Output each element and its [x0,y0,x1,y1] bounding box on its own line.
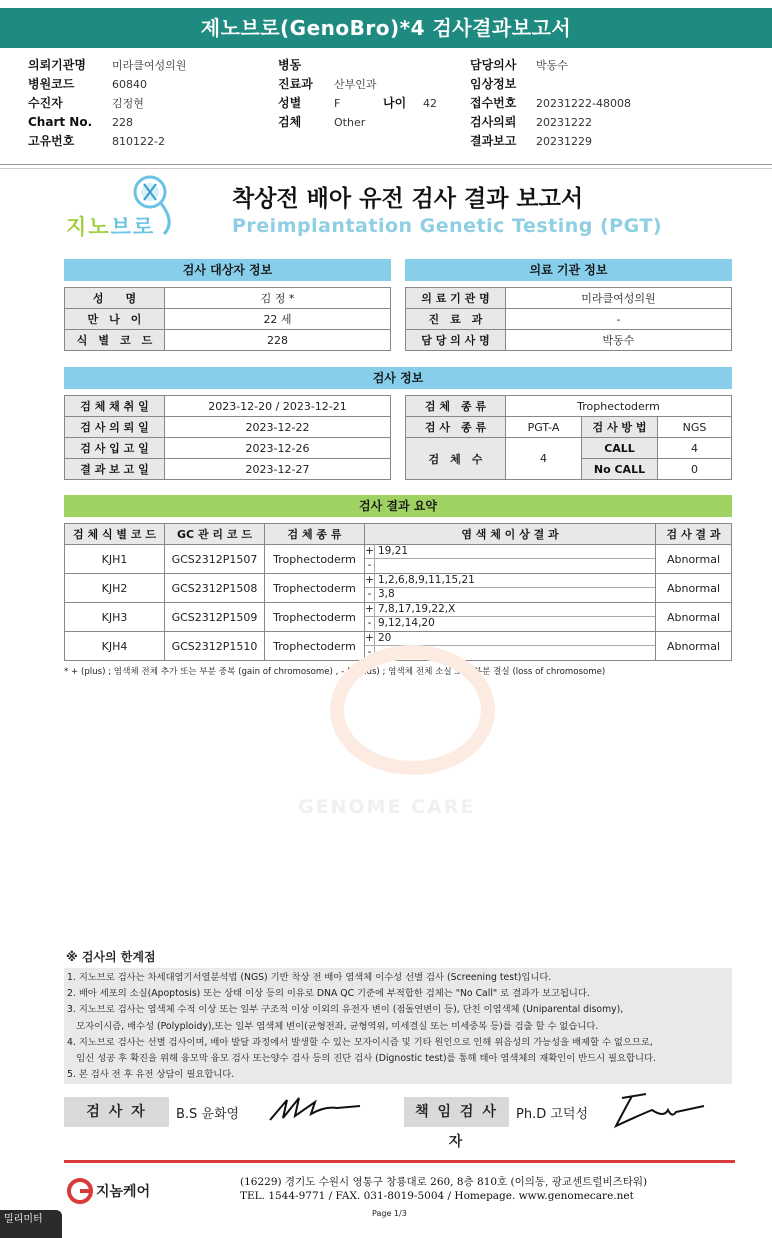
director-name: Ph.D 고덕성 [516,1107,589,1122]
limitation-line: 5. 본 검사 전 후 유전 상담이 필요합니다. [67,1069,235,1081]
limitation-line: 4. 지노브로 검사는 선별 검사이며, 배아 발달 과정에서 발생할 수 있는 모자이시즘 및 기타 원인으로 인해 위음성의 가능성을 배제할 수 없으므로, [67,1036,653,1048]
tester-name: B.S 윤화영 [176,1107,240,1122]
limitation-line: 3. 지노브로 검사는 염색체 수적 이상 또는 일부 구조적 이상 이외의 유전자 변이 (점돌연변이 등), 단친 이염색체 (Uniparental disomy), [67,1004,624,1016]
table-row: KJH1 GCS2312P1507 Trophectoderm + 19,21 - Abnormal [65,545,732,574]
report-heading-ko: 착상전 배아 유전 검사 결과 보고서 [232,186,584,212]
watermark-text: GENOME CARE [298,796,476,818]
specimen-value: Trophectoderm [506,396,732,417]
specimen-label: 검 체 종 류 [406,396,506,417]
test-date-value: 2023-12-22 [165,417,391,438]
unit-indicator[interactable]: 밀리미터 [0,1210,62,1238]
nocall-value: 0 [658,459,732,480]
test-date-label: 검 체 채 취 일 [65,396,165,417]
limitation-line: 1. 지노브로 검사는 차세대염기서열분석법 (NGS) 기반 착상 전 배아 염색체 이수성 선별 검사 (Screening test)입니다. [67,972,552,983]
test-date-value: 2023-12-26 [165,438,391,459]
table-row: KJH3 GCS2312P1509 Trophectoderm + 7,8,17,19,22,X - 9,12,14,20 Abnormal [65,603,732,632]
director-label: 책 임 검 사 자 [404,1097,509,1127]
summary-table [64,523,732,661]
institution-value: 미라클여성의원 [506,288,732,309]
limitation-line: 임신 성공 후 확진을 위해 융모막 융모 검사 또는양수 검사 등의 진단 검사 (Dignostic test)를 통해 태아 염색체의 재확인이 반드시 필요합니다. [67,1053,656,1065]
test-info-section-header: 검사 정보 [64,367,732,389]
test-date-value: 2023-12-20 / 2023-12-21 [165,396,391,417]
institution-section-header: 의료 기관 정보 [405,259,732,281]
test-date-value: 2023-12-27 [165,459,391,480]
test-spec-table [405,395,732,480]
limitations-title: ※ 검사의 한계점 [66,950,156,964]
director-signature-icon [612,1088,712,1132]
table-row: KJH4 GCS2312P1510 Trophectoderm + 20 - Abnormal [65,632,732,661]
call-value: 4 [658,438,732,459]
test-date-label: 검 사 입 고 일 [65,438,165,459]
genomecare-logo-icon [66,1177,94,1205]
header-divider [0,164,772,165]
table-row: KJH2 GCS2312P1508 Trophectoderm + 1,2,6,8,9,11,15,21 - 3,8 Abnormal [65,574,732,603]
subject-table [64,287,391,351]
header-divider [0,168,772,169]
result-status: Abnormal [656,632,732,661]
logo-wordmark: 지노브로 [66,215,156,239]
chromosome-result: + 1,2,6,8,9,11,15,21 - 3,8 [365,574,656,603]
summary-column-header: 염 색 체 이 상 결 과 [365,524,656,545]
limitation-line: 모자이시즘, 배수성 (Polyploidy),또는 일부 염색체 변이(균형전좌, 균형역위, 미세결실 또는 미세중복 등)를 검출 할 수 없습니다. [67,1020,599,1032]
legend-note: * + (plus) ; 염색체 전체 추가 또는 부분 중복 (gain of chromosome) , - (minus) ; 염색체 전체 소실 또는 부분 결실 (loss of chromosome) [64,667,606,677]
count-value: 4 [506,438,582,480]
chromosome-result: + 7,8,17,19,22,X - 9,12,14,20 [365,603,656,632]
tester-signature-icon [265,1092,365,1128]
tester-label: 검 사 자 [64,1097,169,1127]
subject-label: 식 별 코 드 [65,330,165,351]
report-title: 제노브로(GenoBro)*4 검사결과보고서 [200,16,572,40]
limitations-box [64,968,732,1084]
result-status: Abnormal [656,603,732,632]
institution-label: 담 당 의 사 명 [406,330,506,351]
chromosome-result: + 20 - [365,632,656,661]
test-type-label: 검 사 종 류 [406,417,506,438]
subject-value: 22 세 [165,309,391,330]
institution-value: - [506,309,732,330]
test-dates-table [64,395,391,480]
institution-value: 박동수 [506,330,732,351]
chromosome-result: + 19,21 - [365,545,656,574]
summary-column-header: 검 체 종 류 [265,524,365,545]
subject-value: 228 [165,330,391,351]
footer-divider [64,1160,735,1163]
institution-table [405,287,732,351]
call-label: CALL [582,438,658,459]
result-status: Abnormal [656,574,732,603]
test-date-label: 결 과 보 고 일 [65,459,165,480]
summary-column-header: 검 사 결 과 [656,524,732,545]
summary-column-header: 검 체 식 별 코 드 [65,524,165,545]
method-value: NGS [658,417,732,438]
result-status: Abnormal [656,545,732,574]
page-number: Page 1/3 [372,1209,407,1218]
report-heading-en: Preimplantation Genetic Testing (PGT) [232,215,662,237]
institution-label: 의 료 기 관 명 [406,288,506,309]
subject-label: 만 나 이 [65,309,165,330]
count-label: 검 체 수 [406,438,506,480]
report-title-bar [0,8,772,48]
method-label: 검 사 방 법 [582,417,658,438]
subject-label: 성 명 [65,288,165,309]
genomecare-logo [66,1175,186,1207]
test-date-label: 검 사 의 뢰 일 [65,417,165,438]
footer-address: (16229) 경기도 수원시 영통구 창룡대로 260, 8층 810호 (이의동, 광교센트럴비즈타워) TEL. 1544-9771 / FAX. 031-8019-5004 / Homepage. www.genomecare.net [240,1176,648,1202]
summary-column-header: GC 관 리 코 드 [165,524,265,545]
company-name: 지놈케어 [96,1184,151,1200]
limitation-line: 2. 배아 세포의 소실(Apoptosis) 또는 상태 이상 등의 이유로 DNA QC 기준에 부적합한 검체는 "No Call" 로 결과가 보고됩니다. [67,988,590,1000]
test-type-value: PGT-A [506,417,582,438]
subject-section-header: 검사 대상자 정보 [64,259,391,281]
summary-section-header: 검사 결과 요약 [64,495,732,517]
nocall-label: No CALL [582,459,658,480]
institution-label: 진 료 과 [406,309,506,330]
watermark-logo-icon [330,645,495,775]
subject-value: 김 정 * [165,288,391,309]
